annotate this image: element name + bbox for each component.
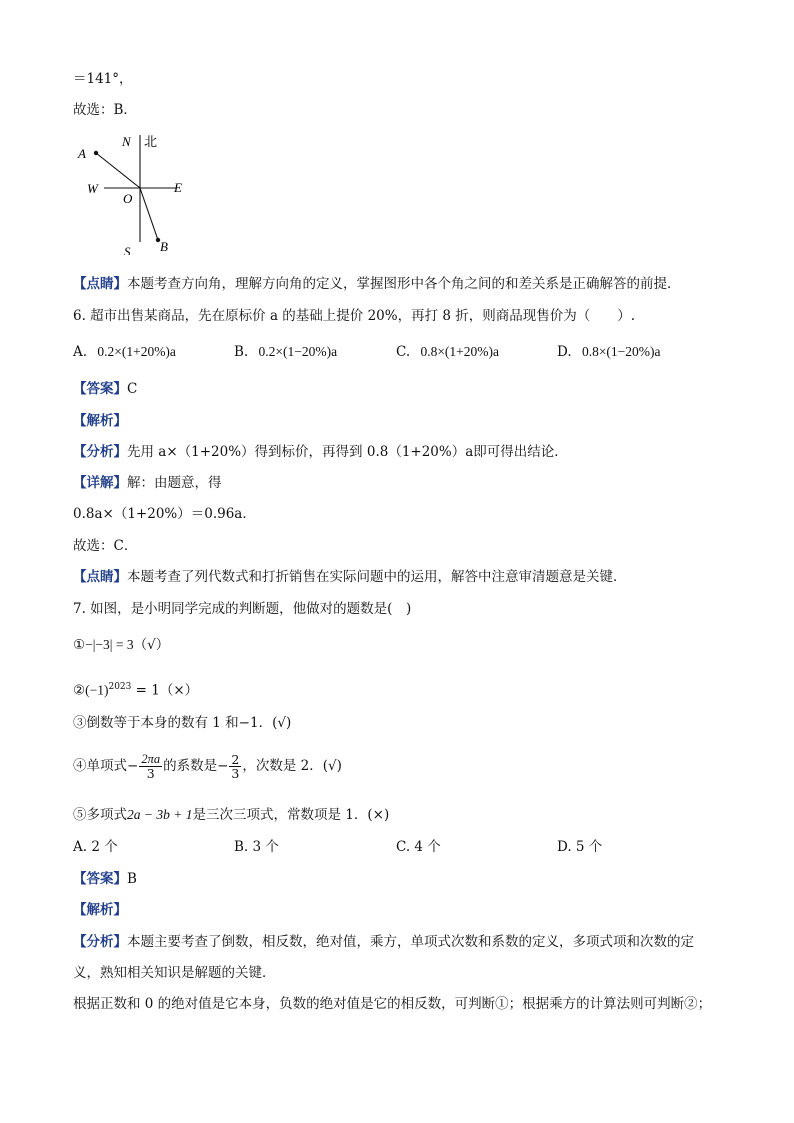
item-prefix: ④单项式− (73, 758, 139, 774)
ray-ob (140, 188, 158, 240)
item-number: ② (73, 682, 86, 699)
item-base: (−1) (85, 682, 109, 698)
label-a: A (78, 146, 86, 161)
item-exponent: 2023 (108, 682, 132, 692)
fraction-answer (229, 753, 241, 780)
label-e: E (174, 180, 182, 195)
fraction-numerator: 2πa (141, 752, 161, 766)
analysis-tag: 【分析】 (73, 934, 127, 950)
fraction-numerator: 2 (231, 752, 240, 767)
option-expr: 0.8×(1+20%)a (420, 344, 500, 359)
label-s: S (124, 244, 131, 255)
label-b: B (160, 239, 168, 254)
q7-jiexi (73, 901, 127, 919)
q6-analysis (73, 443, 568, 461)
q6-answer (73, 380, 137, 398)
item-number: ① (73, 637, 86, 653)
option-label: D. (557, 344, 572, 360)
item-prefix: ⑤多项式 (73, 807, 127, 823)
ray-oa (96, 153, 140, 188)
answer-tag: 【答案】 (73, 381, 127, 397)
option-label: B. (234, 344, 249, 360)
q7-option-d: D. 5 个 (557, 839, 603, 855)
answer-tag: 【答案】 (73, 871, 127, 887)
fraction-coef (139, 753, 162, 780)
note-tag: 【点睛】 (73, 276, 127, 292)
fraction-denominator: 3 (231, 766, 240, 781)
q6-detail (73, 474, 222, 492)
label-w: W (87, 181, 98, 196)
q7-option-c: C. 4 个 (396, 839, 441, 855)
option-expr: 0.2×(1+20%)a (97, 344, 176, 359)
note-tag: 【点睛】 (73, 569, 127, 585)
jiexi-tag: 【解析】 (73, 902, 127, 918)
q6-option-d (557, 343, 661, 361)
q6-note (73, 568, 627, 586)
option-expr: 0.8×(1−20%)a (581, 344, 661, 359)
q7-analysis-1 (73, 933, 694, 951)
q7-item-1 (73, 636, 169, 654)
result-line: ＝141°， (73, 71, 133, 87)
option-expr: 0.2×(1−20%)a (258, 344, 338, 359)
q6-option-a (73, 343, 176, 361)
label-bei: 北 (144, 135, 158, 150)
q6-option-c (396, 343, 499, 361)
q7-item-3: ③倒数等于本身的数有 1 和−1．(√) (73, 715, 292, 731)
compass-diagram (74, 130, 204, 255)
option-label: A. (73, 344, 88, 360)
analysis-text: 本题主要考查了倒数，相反数，绝对值，乘方，单项式次数和系数的定义，多项式项和次数的定 (127, 934, 694, 950)
analysis-text: 先用 a×（1+20%）得到标价，再得到 0.8（1+20%）a即可得出结论． (127, 444, 568, 460)
label-n: N (122, 134, 131, 149)
q6-calc: 0.8a×（1+20%）＝0.96a． (73, 506, 256, 522)
item-mark: （×） (159, 682, 199, 699)
answer-value: B (127, 871, 137, 887)
detail-tag: 【详解】 (73, 475, 127, 491)
fraction-denominator: 3 (146, 766, 155, 781)
q6-choose: 故选：C． (73, 538, 138, 554)
q7-option-b: B. 3 个 (234, 839, 279, 855)
item-rest: = 1 (131, 682, 160, 699)
choose-line: 故选：B． (73, 102, 137, 118)
option-label: C. (396, 344, 411, 360)
q6-stem: 6. 超市出售某商品，先在原标价 a 的基础上提价 20%，再打 8 折，则商品现售价为（ ）. (73, 308, 636, 324)
q7-analysis-2: 义，熟知相关知识是解题的关键． (73, 965, 276, 981)
item-expr: 2a − 3b + 1 (127, 807, 193, 822)
note-text: 本题考查了列代数式和打折销售在实际问题中的运用，解答中注意审清题意是关键． (127, 569, 627, 585)
item-mark: （√） (133, 637, 170, 653)
q6-jiexi (73, 412, 127, 430)
detail-text: 解：由题意，得 (127, 475, 222, 491)
analysis-tag: 【分析】 (73, 444, 127, 460)
q7-item-2 (73, 678, 198, 700)
item-suffix: 是三次三项式，常数项是 1．(×) (192, 807, 390, 823)
point-a (94, 151, 98, 155)
jiexi-tag: 【解析】 (73, 413, 127, 429)
label-o: O (123, 191, 133, 206)
q7-analysis-3: 根据正数和 0 的绝对值是它本身，负数的绝对值是它的相反数，可判断①；根据乘方的计算法则可判断②； (73, 996, 712, 1012)
q7-option-a: A. 2 个 (73, 839, 118, 855)
note-text: 本题考查方向角，理解方向角的定义，掌握图形中各个角之间的和差关系是正确解答的前提． (127, 276, 681, 292)
answer-value: C (127, 381, 138, 397)
q7-item-4 (73, 750, 342, 782)
item-expr: −|−3| = 3 (85, 637, 134, 652)
item-suffix: ，次数是 2．(√) (242, 758, 342, 774)
q7-answer (73, 870, 137, 888)
q7-stem: 7. 如图，是小明同学完成的判断题，他做对的题数是( ) (73, 601, 412, 617)
item-middle: 的系数是− (163, 758, 229, 774)
q7-item-5 (73, 806, 389, 824)
q6-option-b (234, 343, 337, 361)
note-5 (73, 275, 681, 293)
